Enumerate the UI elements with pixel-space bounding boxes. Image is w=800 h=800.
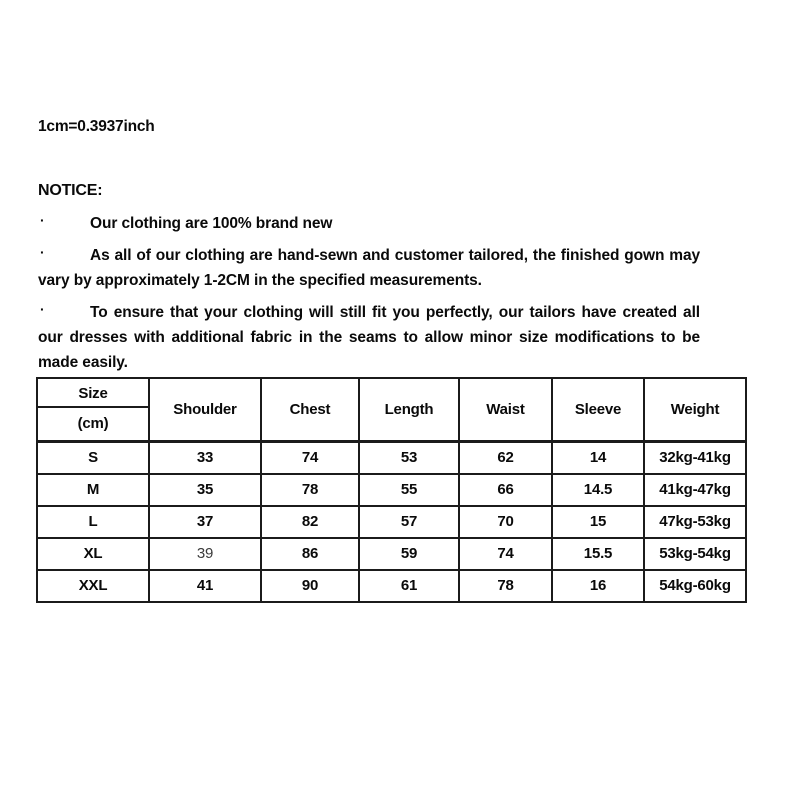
sleeve-value: 16 — [552, 570, 644, 602]
size-unit-header — [37, 378, 149, 442]
weight-value: 54kg-60kg — [644, 570, 746, 602]
chest-value: 90 — [261, 570, 359, 602]
size-chart-table — [36, 377, 747, 603]
notice-item-text: As all of our clothing are hand-sewn and customer tailored, the finished gown may vary by approximately 1-2CM in the specified measurements. — [38, 247, 700, 289]
sleeve-value: 14 — [552, 442, 644, 474]
unit-cm-label: (cm) — [77, 415, 109, 432]
table-header-row — [37, 378, 746, 442]
shoulder-value: 33 — [149, 442, 261, 474]
notice-item — [38, 211, 700, 236]
table-row-xl — [37, 538, 746, 570]
size-label: S — [37, 442, 149, 474]
bullet-icon: · — [40, 212, 45, 228]
notice-list — [38, 211, 700, 382]
length-value: 59 — [359, 538, 459, 570]
column-header-waist: Waist — [459, 378, 552, 442]
length-value: 61 — [359, 570, 459, 602]
notice-item — [38, 300, 700, 375]
waist-value: 74 — [459, 538, 552, 570]
chest-value: 82 — [261, 506, 359, 538]
chest-value: 74 — [261, 442, 359, 474]
shoulder-value: 39 — [149, 538, 261, 570]
table-row-m — [37, 474, 746, 506]
notice-item — [38, 243, 700, 293]
weight-value: 47kg-53kg — [644, 506, 746, 538]
notice-heading: NOTICE: — [38, 182, 103, 199]
size-label: XXL — [37, 570, 149, 602]
shoulder-value: 41 — [149, 570, 261, 602]
size-label: L — [37, 506, 149, 538]
weight-value: 53kg-54kg — [644, 538, 746, 570]
waist-value: 70 — [459, 506, 552, 538]
sleeve-value: 15 — [552, 506, 644, 538]
length-value: 57 — [359, 506, 459, 538]
column-header-shoulder: Shoulder — [149, 378, 261, 442]
sleeve-value: 15.5 — [552, 538, 644, 570]
size-header-label: Size — [38, 379, 148, 408]
waist-value: 62 — [459, 442, 552, 474]
chest-value: 78 — [261, 474, 359, 506]
shoulder-value: 37 — [149, 506, 261, 538]
bullet-icon: · — [40, 244, 45, 260]
notice-item-text: To ensure that your clothing will still fit you perfectly, our tailors have created all our dresses with additional fabric in the seams to allow minor size modifications to be made easily. — [38, 304, 700, 371]
table-row-xxl — [37, 570, 746, 602]
notice-item-text: Our clothing are 100% brand new — [90, 215, 333, 232]
size-label: M — [37, 474, 149, 506]
waist-value: 66 — [459, 474, 552, 506]
column-header-sleeve: Sleeve — [552, 378, 644, 442]
column-header-chest: Chest — [261, 378, 359, 442]
size-label: XL — [37, 538, 149, 570]
weight-value: 32kg-41kg — [644, 442, 746, 474]
column-header-length: Length — [359, 378, 459, 442]
column-header-weight: Weight — [644, 378, 746, 442]
length-value: 53 — [359, 442, 459, 474]
table-row-s — [37, 442, 746, 474]
sleeve-value: 14.5 — [552, 474, 644, 506]
table-row-l — [37, 506, 746, 538]
length-value: 55 — [359, 474, 459, 506]
unit-conversion-note: 1cm=0.3937inch — [38, 118, 155, 135]
waist-value: 78 — [459, 570, 552, 602]
shoulder-value: 35 — [149, 474, 261, 506]
bullet-icon: · — [40, 301, 45, 317]
weight-value: 41kg-47kg — [644, 474, 746, 506]
chest-value: 86 — [261, 538, 359, 570]
